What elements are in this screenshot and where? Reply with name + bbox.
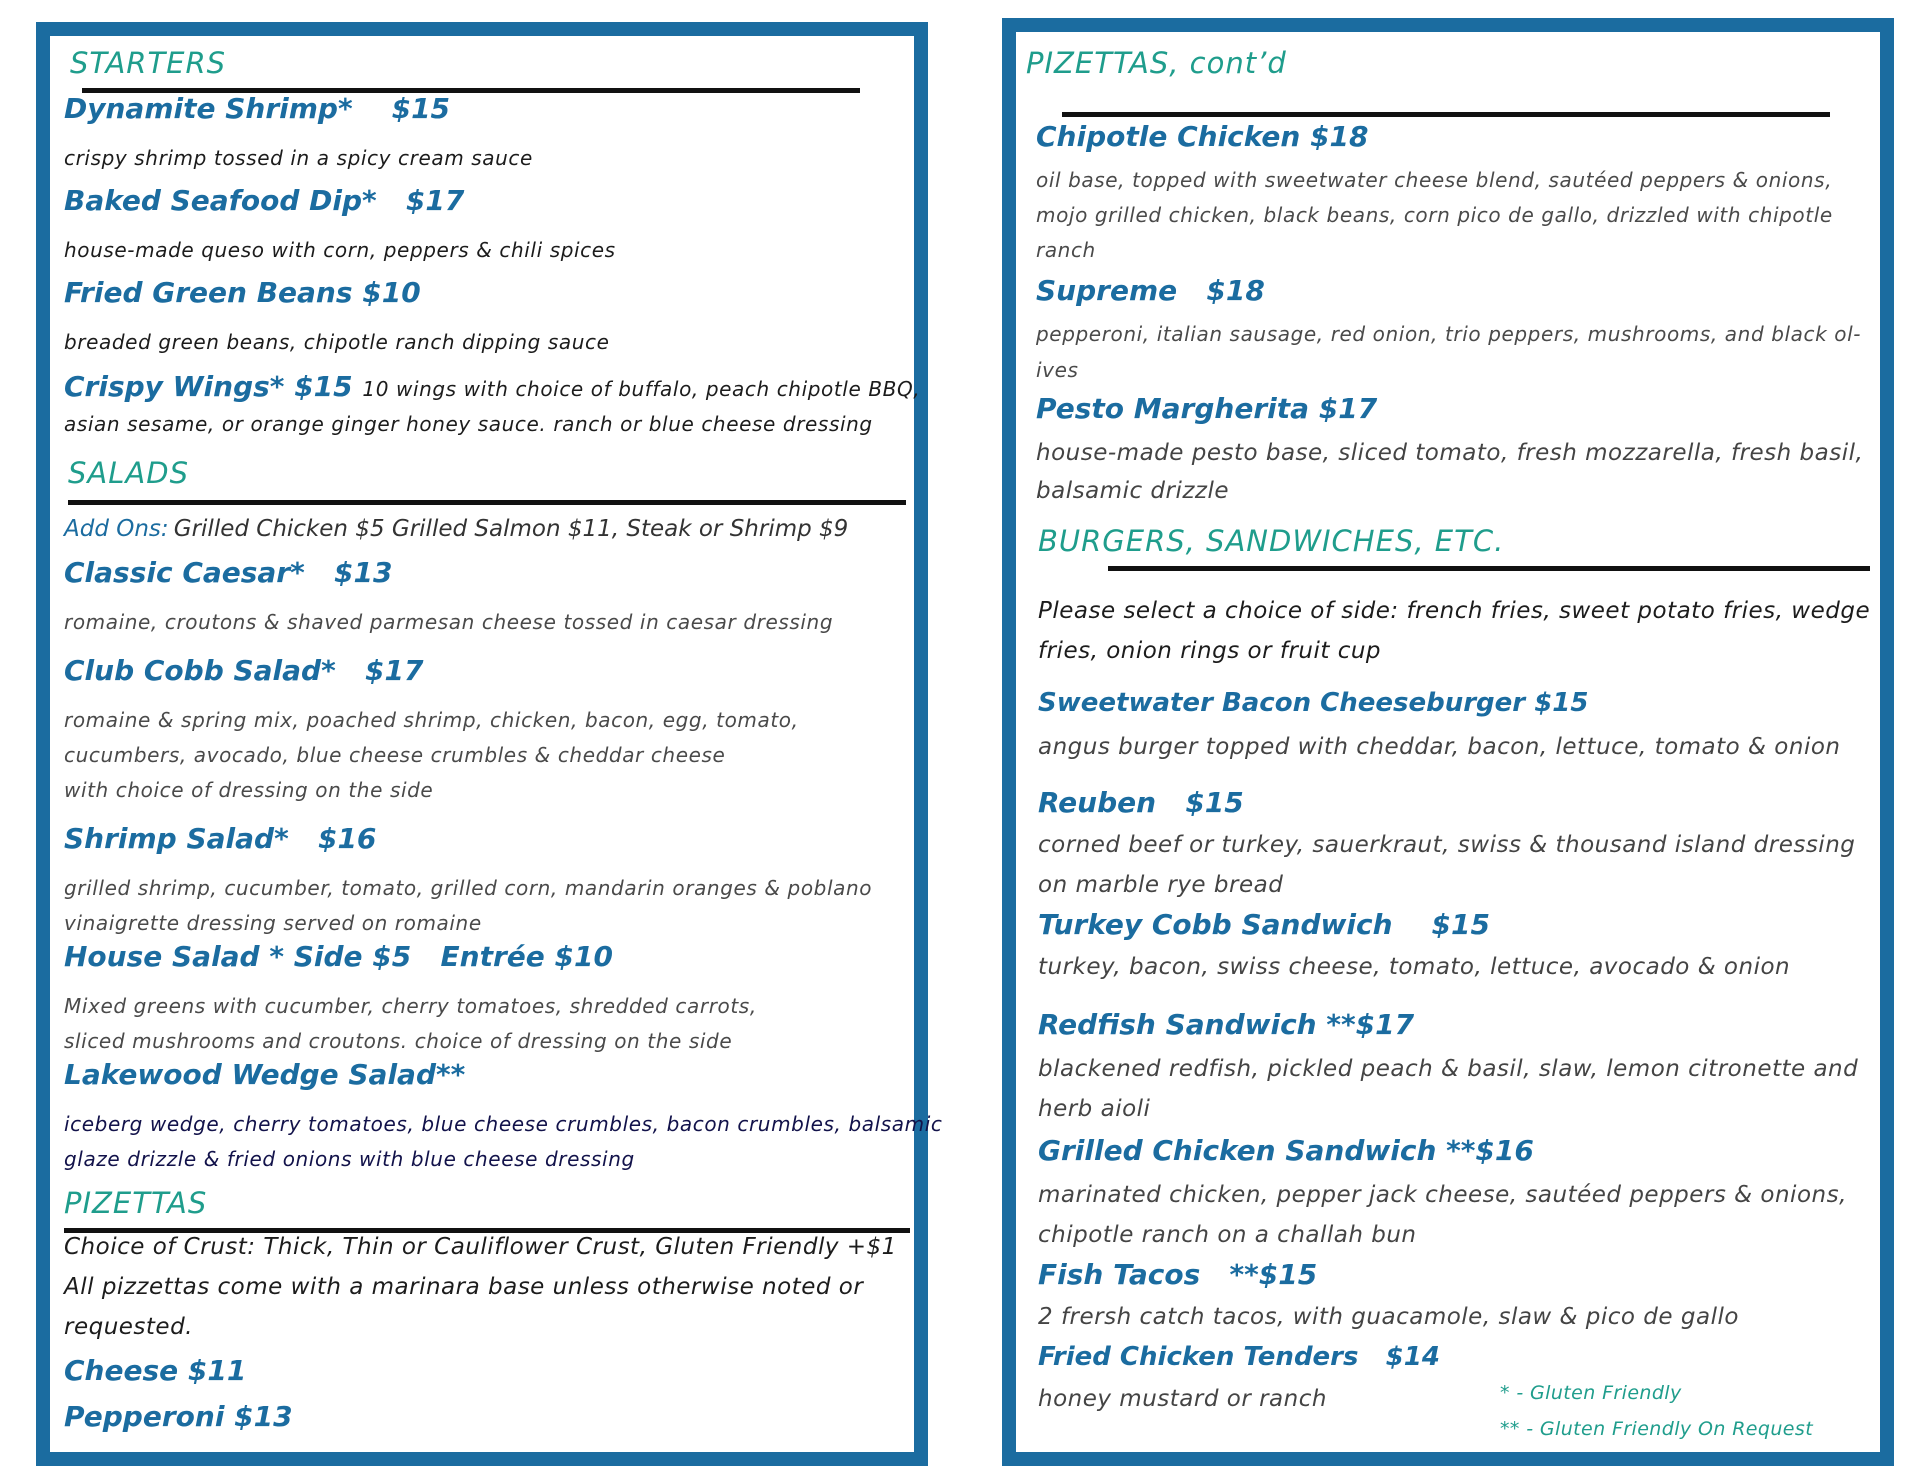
- add-ons-text: Grilled Chicken $5 Grilled Salmon $11, Steak or Shrimp $9: [173, 516, 849, 542]
- pizetta-note: All pizzettas come with a marinara base unless otherwise noted or: [64, 1274, 864, 1300]
- menu-item-price: $17: [405, 184, 465, 217]
- menu-item-name: Baked Seafood Dip* $17: [64, 184, 465, 217]
- section-rule: [1062, 112, 1830, 117]
- menu-item-price: $15: [391, 92, 451, 125]
- menu-item-name: House Salad * Side $5 Entrée $10: [64, 940, 613, 973]
- menu-item-description: turkey, bacon, swiss cheese, tomato, lettuce, avocado & onion: [1038, 954, 1791, 980]
- menu-item-price: $17: [1318, 392, 1378, 425]
- section-heading-salads: SALADS: [68, 456, 189, 490]
- menu-item-inline-description: 10 wings with choice of buffalo, peach chipotle BBQ,: [362, 377, 921, 401]
- menu-item-description: on marble rye bread: [1038, 872, 1284, 898]
- menu-item-price: **$15: [1229, 1258, 1318, 1291]
- menu-item-description: romaine & spring mix, poached shrimp, chicken, bacon, egg, tomato,: [64, 708, 799, 732]
- menu-item-description: cucumbers, avocado, blue cheese crumbles & cheddar cheese: [64, 743, 726, 767]
- menu-item-description: asian sesame, or orange ginger honey sauce. ranch or blue cheese dressing: [64, 412, 873, 436]
- menu-item-description: chipotle ranch on a challah bun: [1038, 1222, 1417, 1248]
- section-rule: [68, 500, 906, 505]
- menu-item-name: Reuben $15: [1038, 786, 1244, 819]
- menu-item-price: **$16: [1446, 1134, 1534, 1167]
- section-heading-burgers: BURGERS, SANDWICHES, ETC.: [1038, 524, 1505, 558]
- menu-item-price: $18: [1206, 274, 1265, 307]
- menu-item-description: honey mustard or ranch: [1038, 1386, 1327, 1412]
- menu-item-description: pepperoni, italian sausage, red onion, trio peppers, mushrooms, and black ol-: [1036, 322, 1862, 346]
- menu-item-price: $15: [294, 370, 353, 403]
- menu-item-description: house-made pesto base, sliced tomato, fresh mozzarella, fresh basil,: [1036, 440, 1864, 466]
- menu-item-description: grilled shrimp, cucumber, tomato, grilled corn, mandarin oranges & poblano: [64, 876, 873, 900]
- menu-item-description: corned beef or turkey, sauerkraut, swiss & thousand island dressing: [1038, 832, 1856, 858]
- add-ons-label: Add Ons:: [64, 516, 169, 542]
- menu-item-name: Shrimp Salad* $16: [64, 822, 377, 855]
- menu-item-name: Turkey Cobb Sandwich $15: [1038, 908, 1490, 941]
- menu-item-description: ranch: [1036, 238, 1096, 262]
- menu-item-price: $13: [334, 556, 393, 589]
- menu-item-price: $15: [1534, 688, 1589, 718]
- menu-item-name: Pesto Margherita $17: [1036, 392, 1378, 425]
- side-choice-note: fries, onion rings or fruit cup: [1038, 638, 1382, 664]
- menu-item-price: Entrée $10: [440, 940, 613, 973]
- menu-item-description: oil base, topped with sweetwater cheese blend, sautéed peppers & onions,: [1036, 168, 1833, 192]
- menu-item-name: Club Cobb Salad* $17: [64, 654, 424, 687]
- menu-item-name: Supreme $18: [1036, 274, 1265, 307]
- menu-item-price: $14: [1385, 1342, 1440, 1372]
- menu-item-description: breaded green beans, chipotle ranch dipping sauce: [64, 330, 610, 354]
- menu-item-price: $13: [234, 1400, 293, 1433]
- menu-item-description: balsamic drizzle: [1036, 478, 1230, 504]
- menu-item-description: iceberg wedge, cherry tomatoes, blue cheese crumbles, bacon crumbles, balsamic: [64, 1112, 943, 1136]
- menu-item-name: Pepperoni $13: [64, 1400, 293, 1433]
- menu-item-description: marinated chicken, pepper jack cheese, sautéed peppers & onions,: [1038, 1182, 1847, 1208]
- menu-item-description: herb aioli: [1038, 1096, 1151, 1122]
- menu-item-price: $15: [1431, 908, 1490, 941]
- menu-item-description: mojo grilled chicken, black beans, corn pico de gallo, drizzled with chipotle: [1036, 203, 1833, 227]
- menu-item-name: Fried Green Beans $10: [64, 276, 421, 309]
- menu-item-description: romaine, croutons & shaved parmesan cheese tossed in caesar dressing: [64, 610, 834, 634]
- menu-panel-right: [1002, 18, 1894, 1466]
- legend-gluten-friendly-on-request: ** - Gluten Friendly On Request: [1500, 1418, 1814, 1440]
- salad-add-ons: [64, 516, 848, 542]
- menu-item-name: Chipotle Chicken $18: [1036, 120, 1369, 153]
- menu-item-description: angus burger topped with cheddar, bacon, lettuce, tomato & onion: [1038, 734, 1841, 760]
- menu-item-price: $16: [317, 822, 377, 855]
- section-heading-pizettas-cont: PIZETTAS, cont’d: [1026, 46, 1287, 80]
- menu-item-description: with choice of dressing on the side: [64, 778, 434, 802]
- section-heading-pizettas: PIZETTAS: [64, 1186, 208, 1220]
- menu-item-description: 2 frersh catch tacos, with guacamole, slaw & pico de gallo: [1038, 1304, 1739, 1330]
- menu-item-name: Fried Chicken Tenders $14: [1038, 1342, 1440, 1372]
- menu-item-price: $11: [187, 1354, 247, 1387]
- menu-item-description: crispy shrimp tossed in a spicy cream sauce: [64, 146, 533, 170]
- menu-panel-left: [36, 22, 943, 1466]
- menu-item-name: Sweetwater Bacon Cheeseburger $15: [1038, 688, 1589, 718]
- menu-item-description: ives: [1036, 358, 1079, 382]
- menu-item-price: $17: [364, 654, 424, 687]
- section-rule: [1108, 566, 1870, 571]
- menu-item-description: vinaigrette dressing served on romaine: [64, 911, 482, 935]
- menu-item-name: Fish Tacos **$15: [1038, 1258, 1318, 1291]
- menu-item-description: house-made queso with corn, peppers & chili spices: [64, 238, 616, 262]
- menu-item-name: Redfish Sandwich **$17: [1038, 1008, 1415, 1041]
- menu-item-description: blackened redfish, pickled peach & basil, slaw, lemon citronette and: [1038, 1056, 1859, 1082]
- menu-item-price: $10: [362, 276, 421, 309]
- pizetta-note: requested.: [64, 1314, 193, 1340]
- section-rule: [64, 1228, 910, 1233]
- menu-item-description: sliced mushrooms and croutons. choice of dressing on the side: [64, 1029, 733, 1053]
- legend-gluten-friendly: * - Gluten Friendly: [1500, 1382, 1682, 1404]
- menu-item-name: Grilled Chicken Sandwich **$16: [1038, 1134, 1534, 1167]
- menu-item-name: Cheese $11: [64, 1354, 247, 1387]
- side-choice-note: Please select a choice of side: french fries, sweet potato fries, wedge: [1038, 598, 1871, 624]
- menu-item-price: **$17: [1326, 1008, 1415, 1041]
- menu-item-description: Mixed greens with cucumber, cherry tomatoes, shredded carrots,: [64, 994, 757, 1018]
- menu-item-name: Lakewood Wedge Salad**: [64, 1058, 466, 1091]
- menu-item-name: Dynamite Shrimp* $15: [64, 92, 451, 125]
- pizetta-note: Choice of Crust: Thick, Thin or Cauliflower Crust, Gluten Friendly +$1: [64, 1234, 897, 1260]
- section-heading-starters: STARTERS: [70, 46, 227, 80]
- menu-item-name: Crispy Wings* $15 10 wings with choice of buffalo, peach chipotle BBQ,: [64, 370, 921, 403]
- menu-item-name: Classic Caesar* $13: [64, 556, 393, 589]
- menu-item-description: glaze drizzle & fried onions with blue cheese dressing: [64, 1147, 635, 1171]
- menu-item-price: $15: [1185, 786, 1244, 819]
- menu-item-price: $18: [1310, 120, 1369, 153]
